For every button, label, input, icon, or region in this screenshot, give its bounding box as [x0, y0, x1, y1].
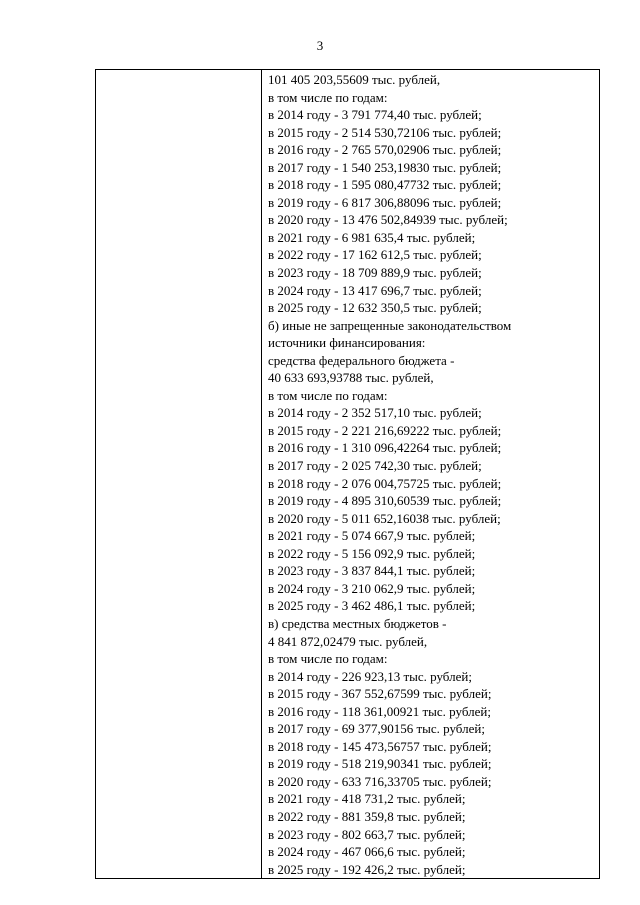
text-line: в 2019 году - 518 219,90341 тыс. рублей; [268, 756, 492, 772]
text-line: в 2024 году - 3 210 062,9 тыс. рублей; [268, 580, 476, 596]
text-line: в 2022 году - 17 162 612,5 тыс. рублей; [268, 247, 482, 263]
text-line: 40 633 693,93788 тыс. рублей, [268, 370, 434, 386]
text-block [268, 70, 599, 878]
text-line: в 2016 году - 1 310 096,42264 тыс. рублей; [268, 440, 502, 456]
text-line: в том числе по годам: [268, 651, 388, 667]
text-line: в 2015 году - 367 552,67599 тыс. рублей; [268, 686, 492, 702]
text-line: в том числе по годам: [268, 387, 388, 403]
text-line: в 2022 году - 5 156 092,9 тыс. рублей; [268, 545, 476, 561]
text-line: в 2023 году - 3 837 844,1 тыс. рублей; [268, 563, 476, 579]
page-number: 3 [316, 38, 324, 53]
text-line: в 2023 году - 18 709 889,9 тыс. рублей; [268, 265, 482, 281]
text-line: в 2022 году - 881 359,8 тыс. рублей; [268, 808, 466, 824]
text-line: в 2018 году - 1 595 080,47732 тыс. рублей; [268, 177, 502, 193]
text-line: в 2019 году - 6 817 306,88096 тыс. рублей; [268, 194, 502, 210]
text-line: в 2017 году - 1 540 253,19830 тыс. рублей; [268, 159, 502, 175]
text-line: в 2020 году - 5 011 652,16038 тыс. рублей; [268, 510, 501, 526]
text-line: в 2024 году - 467 066,6 тыс. рублей; [268, 844, 466, 860]
text-line: в 2023 году - 802 663,7 тыс. рублей; [268, 826, 466, 842]
text-line: 101 405 203,55609 тыс. рублей, [268, 72, 441, 87]
text-line: в 2015 году - 2 221 216,69222 тыс. рублей; [268, 422, 502, 438]
text-line: в 2025 году - 3 462 486,1 тыс. рублей; [268, 598, 476, 614]
text-line: в 2018 году - 145 473,56757 тыс. рублей; [268, 738, 492, 754]
text-line: средства федерального бюджета - [268, 352, 455, 368]
table-cell-left [96, 70, 262, 879]
text-line: в 2021 году - 6 981 635,4 тыс. рублей; [268, 229, 476, 245]
text-line: в 2020 году - 633 716,33705 тыс. рублей; [268, 773, 492, 789]
document-table [95, 69, 600, 879]
text-line: в 2017 году - 69 377,90156 тыс. рублей; [268, 721, 485, 737]
text-line: в) средства местных бюджетов - [268, 615, 447, 631]
text-line: б) иные не запрещенные законодательством [268, 317, 512, 333]
text-line: в 2018 году - 2 076 004,75725 тыс. рублей; [268, 475, 502, 491]
text-line: в 2020 году - 13 476 502,84939 тыс. рублей; [268, 212, 508, 228]
text-line: 4 841 872,02479 тыс. рублей, [268, 633, 428, 649]
text-line: в 2014 году - 3 791 774,40 тыс. рублей; [268, 107, 482, 123]
table-cell-right [262, 70, 600, 879]
text-line: в 2016 году - 2 765 570,02906 тыс. рублей; [268, 142, 502, 158]
text-line: источники финансирования: [268, 335, 426, 351]
text-line: в 2025 году - 192 426,2 тыс. рублей; [268, 861, 466, 877]
table-row [96, 70, 600, 879]
text-line: в том числе по годам: [268, 89, 388, 105]
text-line: в 2021 году - 418 731,2 тыс. рублей; [268, 791, 466, 807]
text-line: в 2014 году - 2 352 517,10 тыс. рублей; [268, 405, 482, 421]
text-line: в 2014 году - 226 923,13 тыс. рублей; [268, 668, 472, 684]
text-line: в 2025 году - 12 632 350,5 тыс. рублей; [268, 300, 482, 316]
text-line: в 2015 году - 2 514 530,72106 тыс. рублей; [268, 124, 502, 140]
text-line: в 2021 году - 5 074 667,9 тыс. рублей; [268, 528, 476, 544]
text-line: в 2024 году - 13 417 696,7 тыс. рублей; [268, 282, 482, 298]
text-line: в 2016 году - 118 361,00921 тыс. рублей; [268, 703, 491, 719]
text-line: в 2019 году - 4 895 310,60539 тыс. рублей; [268, 493, 502, 509]
text-line: в 2017 году - 2 025 742,30 тыс. рублей; [268, 458, 482, 474]
